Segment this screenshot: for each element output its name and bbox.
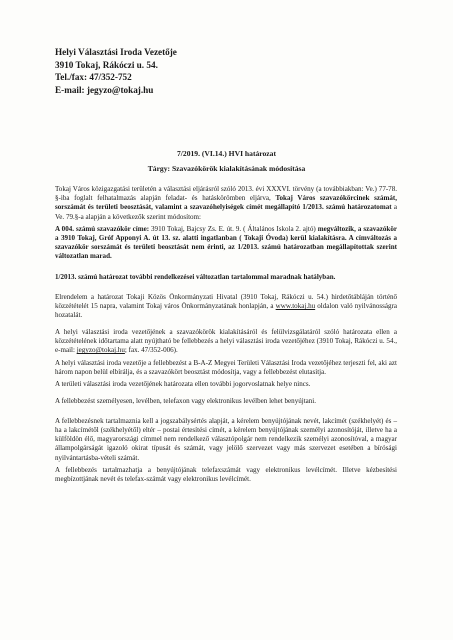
paragraph-appeal-optional: A fellebbezés tartalmazhatja a benyújtójának telefaxszámát vagy elektronikus levélcímét. Illetve kézbesítési megbízottjának nevét és telefax-számát vagy elektronikus levélcímét. bbox=[55, 465, 397, 484]
text-run: A helyi választási iroda vezetőjének a szavazókörök kialakításáról és felülvizsgálatáról szóló határozata ellen a közzétételének időtartama alatt nyújtható be fellebbezés a helyi választási iroda vezetőjéhez (3910 Tokaj, Rákóczi u. 54., e-mail: bbox=[55, 327, 397, 355]
text-run: Elrendelem a határozat Tokaji Közös Önkormányzati Hivatal (3910 Tokaj, Rákóczi u. 54.) hirdetőtábláján történő közzétételét 15 napra, valamint Tokaj város Önkormányzatának honlapján, a bbox=[55, 292, 397, 311]
office-name: Helyi Választási Iroda Vezetője bbox=[55, 47, 177, 57]
decision-number: 7/2019. (VI.14.) HVI határozat bbox=[177, 149, 276, 158]
email-link[interactable]: jegyzo@tokaj.hu bbox=[76, 346, 125, 355]
paragraph-publication bbox=[55, 293, 397, 321]
office-email: E-mail: jegyzo@tokaj.hu bbox=[55, 84, 154, 95]
text-run-bold: megváltozik, a szavazókör a 3910 Tokaj, Gróf Apponyi A. út 13. sz. alatti ingatlanban ( Tokaji Óvoda) kerül kialakításra. A címváltozás a szavazókör sorszámát és területi beosztását nem érinti, az 1/2013. számú határozatban megállapítottak szerint változatlan marad. bbox=[55, 224, 397, 261]
office-address: 3910 Tokaj, Rákóczi u. 54. bbox=[55, 59, 158, 70]
paragraph-legal-basis bbox=[55, 185, 397, 222]
text-run-bold: Tokaj Város szavazókörcinek számát, sorszámát és területi beosztását, valamint a szavazóhelyiségek címét megállapító 1/2013. számú határozatomat bbox=[55, 194, 397, 212]
paragraph-appeal-methods: A fellebbezést személyesen, levélben, telefaxon vagy elektronikus levélben lehet benyújtani. bbox=[55, 396, 317, 405]
text-run: Tokaj Város közigazgatási területén a választási eljárásról szóló 2013. évi XXXVI. törvény (a továbbiakban: Ve.) 77-78. §-iba foglalt felhatalmazás alapján feladat- és hatáskörömben eljárva, bbox=[55, 185, 397, 203]
letterhead bbox=[55, 46, 177, 96]
text-run: a Ve. 79.§-a alapján a következők szerint módosítom: bbox=[55, 203, 397, 221]
paragraph-appeal-forwarding: A helyi választási iroda vezetője a fellebbezést a B-A-Z Megyei Területi Választási Iroda vezetőjéhez terjeszti fel, aki azt három napon belül elbírálja, és a szavazókört beosztást módosítja, vagy a fellebbezést elutasítja. bbox=[55, 358, 397, 376]
subject-line: Tárgy: Szavazókörök kialakításának módosítása bbox=[147, 164, 306, 173]
text-run: 3910 Tokaj, Bajcsy Zs. E. út. 9. ( Általános Iskola 2. ajtó) bbox=[151, 224, 316, 233]
paragraph-address-change bbox=[55, 225, 397, 262]
text-run: oldalon való nyilvánosságra hozatalát. bbox=[55, 302, 397, 320]
paragraph-appeal-content: A fellebbezésnek tartalmaznia kell a jogszabálysértés alapját, a kérelem benyújtójának nevét, lakcímét (székhelyét) és – ha a lakcímétől (székhelyétől) eltér – postai értesítési címét, a kérelem benyújtójának személyi azonosítóját, illetve ha a külföldön élő, magyarországi címmel nem rendelkező választópolgár nem rendelkezik személyi azonosítóval, a magyar állampolgárságát igazoló okirat típusát és számát, vagy jelölő szervezet vagy más szervezet esetében a bírósági nyilvántartásba-vételi számát. bbox=[55, 416, 397, 462]
document-body bbox=[55, 185, 397, 492]
text-run-bold: A 004. számú szavazókör címe: bbox=[55, 224, 152, 233]
paragraph-remaining-provisions: 1/2013. számú határozat további rendelkezései változatlan tartalommal maradnak hatályban. bbox=[55, 272, 336, 281]
website-link[interactable]: www.tokaj.hu bbox=[275, 302, 316, 311]
office-phone-fax: Tel./fax: 47/352-752 bbox=[55, 72, 132, 82]
text-run: ; fax. 47/352-006). bbox=[124, 346, 178, 355]
paragraph-appeal-submission bbox=[55, 328, 397, 356]
paragraph-no-remedy: A területi választási iroda vezetőjének határozata ellen további jogorvoslatnak helye nincs. bbox=[55, 379, 311, 388]
